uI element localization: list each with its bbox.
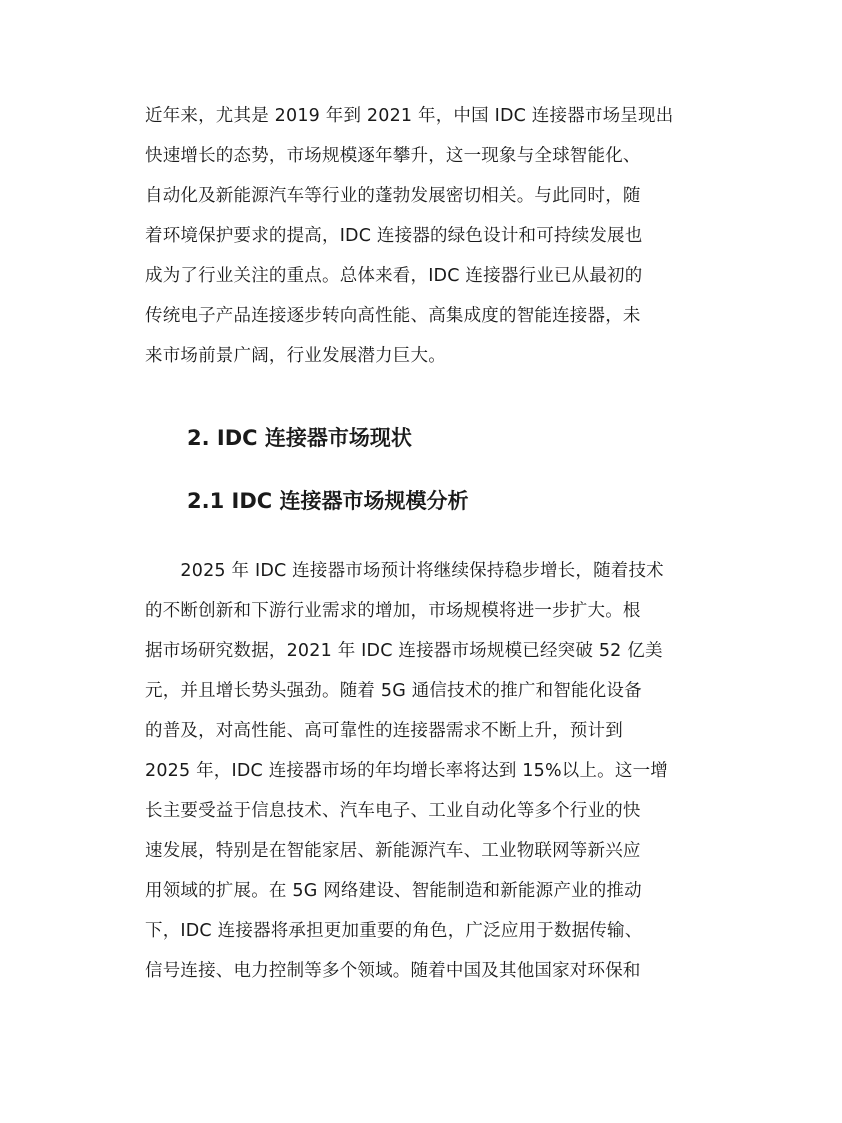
paragraph-line: 元，并且增长势头强劲。随着 5G 通信技术的推广和智能化设备	[145, 681, 642, 701]
paragraph-line: 2025 年，IDC 连接器市场的年均增长率将达到 15%以上。这一增	[145, 761, 668, 781]
paragraph-line: 的普及，对高性能、高可靠性的连接器需求不断上升，预计到	[145, 721, 623, 741]
paragraph-line: 快速增长的态势，市场规模逐年攀升，这一现象与全球智能化、	[145, 146, 641, 166]
paragraph-line: 近年来，尤其是 2019 年到 2021 年，中国 IDC 连接器市场呈现出	[145, 106, 674, 126]
paragraph-line: 的不断创新和下游行业需求的增加，市场规模将进一步扩大。根	[145, 601, 641, 621]
paragraph-line: 据市场研究数据，2021 年 IDC 连接器市场规模已经突破 52 亿美	[145, 641, 663, 661]
paragraph-line: 自动化及新能源汽车等行业的蓬勃发展密切相关。与此同时，随	[145, 186, 641, 206]
intro-paragraph	[145, 96, 705, 376]
paragraph-line: 下，IDC 连接器将承担更加重要的角色，广泛应用于数据传输、	[145, 921, 643, 941]
paragraph-line: 2025 年 IDC 连接器市场预计将继续保持稳步增长，随着技术	[145, 561, 664, 581]
subsection-heading: 2.1 IDC 连接器市场规模分析	[187, 489, 469, 513]
paragraph-line: 长主要受益于信息技术、汽车电子、工业自动化等多个行业的快	[145, 801, 641, 821]
paragraph-line: 用领域的扩展。在 5G 网络建设、智能制造和新能源产业的推动	[145, 881, 642, 901]
paragraph-line: 传统电子产品连接逐步转向高性能、高集成度的智能连接器，未	[145, 306, 641, 326]
paragraph-line: 速发展，特别是在智能家居、新能源汽车、工业物联网等新兴应	[145, 841, 641, 861]
paragraph-line: 来市场前景广阔，行业发展潜力巨大。	[145, 346, 446, 366]
market-size-paragraph	[145, 551, 705, 991]
paragraph-line: 信号连接、电力控制等多个领域。随着中国及其他国家对环保和	[145, 961, 641, 981]
paragraph-line: 成为了行业关注的重点。总体来看，IDC 连接器行业已从最初的	[145, 266, 643, 286]
section-heading: 2. IDC 连接器市场现状	[187, 426, 412, 450]
paragraph-line: 着环境保护要求的提高，IDC 连接器的绿色设计和可持续发展也	[145, 226, 643, 246]
